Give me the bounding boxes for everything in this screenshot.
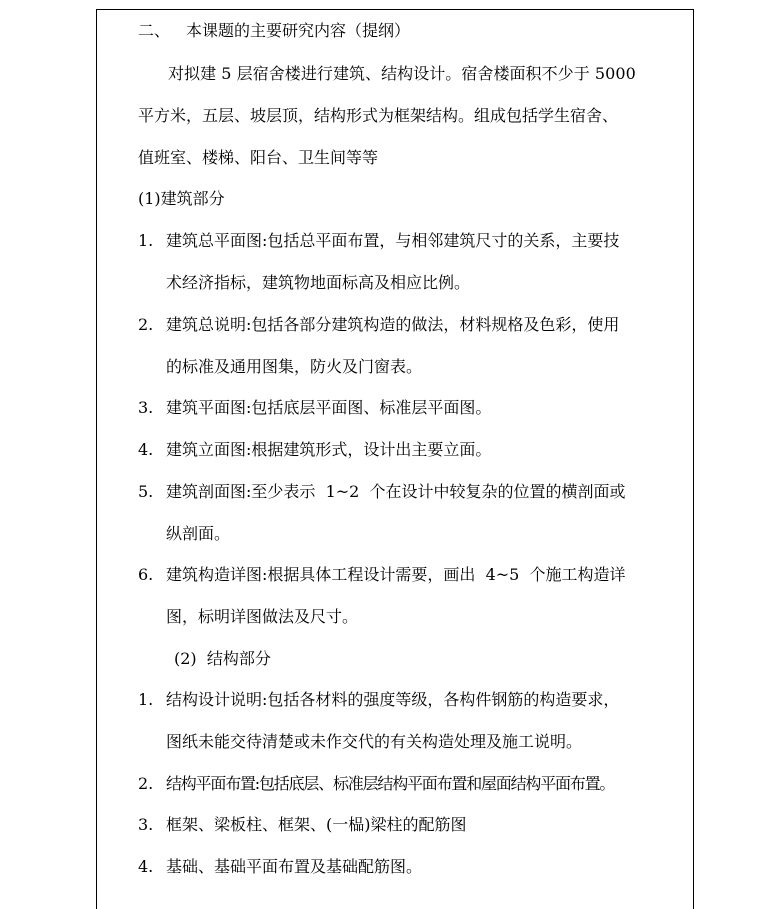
arch-item-5-cont: 纵剖面。 [166, 524, 231, 543]
list-number: 2. [138, 315, 154, 334]
list-text: 建筑立面图:根据建筑形式，设计出主要立面。 [166, 440, 492, 459]
arch-item-4 [138, 440, 491, 460]
intro-line-3: 值班室、楼梯、阳台、卫生间等等 [138, 148, 379, 167]
list-text: 建筑总说明:包括各部分建筑构造的做法，材料规格及色彩，使用 [166, 315, 620, 334]
struct-heading: (2) 结构部分 [174, 649, 271, 668]
struct-item-1-cont: 图纸未能交待清楚或未作交代的有关构造处理及施工说明。 [166, 732, 583, 751]
struct-item-4 [138, 857, 422, 877]
arch-item-5 [138, 482, 626, 502]
list-text: 框架、梁板柱、框架、(一榀)梁柱的配筋图 [166, 815, 467, 834]
arch-item-3 [138, 398, 491, 418]
list-text: 基础、基础平面布置及基础配筋图。 [166, 857, 423, 876]
list-text: 结构平面布置:包括底层、标准层结构平面布置和屋面结构平面布置。 [166, 774, 615, 793]
list-text: 建筑构造详图:根据具体工程设计需要，画出 4~5 个施工构造详 [166, 565, 626, 584]
section-number: 二、 [138, 21, 171, 40]
arch-item-2 [138, 315, 619, 335]
arch-item-1-cont: 术经济指标，建筑物地面标高及相应比例。 [166, 273, 471, 292]
list-number: 4. [138, 440, 154, 459]
list-text: 建筑剖面图:至少表示 1~2 个在设计中较复杂的位置的横剖面或 [166, 482, 626, 501]
list-number: 6. [138, 565, 154, 584]
arch-heading: (1)建筑部分 [138, 189, 225, 208]
list-number: 5. [138, 482, 154, 501]
list-number: 3. [138, 398, 154, 417]
intro-line-2: 平方米，五层、坡层顶，结构形式为框架结构。组成包括学生宿舍、 [138, 106, 619, 125]
struct-item-1 [138, 690, 619, 710]
list-number: 1. [138, 690, 154, 709]
arch-item-1 [138, 231, 619, 251]
list-text: 建筑总平面图:包括总平面布置，与相邻建筑尺寸的关系，主要技 [166, 231, 620, 250]
arch-item-6 [138, 565, 626, 585]
list-number: 4. [138, 857, 154, 876]
struct-item-2 [138, 774, 614, 794]
list-text: 建筑平面图:包括底层平面图、标准层平面图。 [166, 398, 492, 417]
list-number: 1. [138, 231, 154, 250]
list-text: 结构设计说明:包括各材料的强度等级，各构件钢筋的构造要求， [166, 690, 620, 709]
section-heading [138, 21, 410, 41]
arch-item-2-cont: 的标准及通用图集，防火及门窗表。 [166, 357, 423, 376]
intro-line-1: 对拟建 5 层宿舍楼进行建筑、结构设计。宿舍楼面积不少于 5000 [168, 64, 636, 83]
arch-item-6-cont: 图，标明详图做法及尺寸。 [166, 607, 359, 626]
list-number: 2. [138, 774, 154, 793]
struct-item-3 [138, 815, 467, 835]
section-title: 本课题的主要研究内容（提纲） [186, 21, 411, 40]
list-number: 3. [138, 815, 154, 834]
